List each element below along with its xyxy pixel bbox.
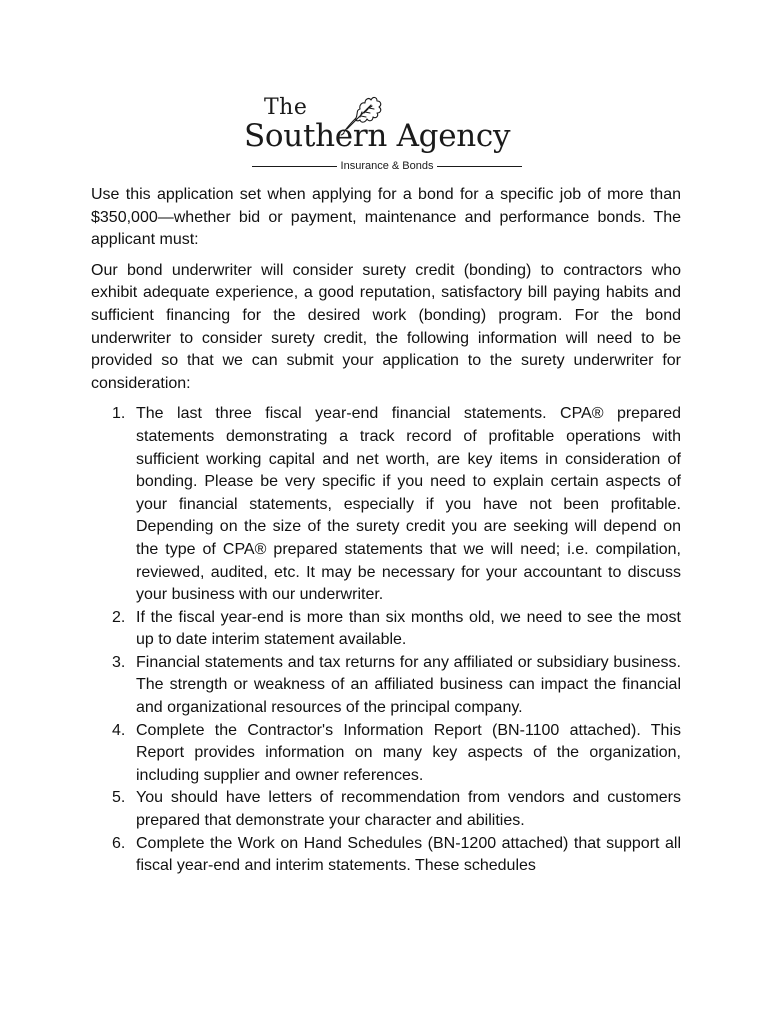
logo-agency-name: Southern Agency: [244, 118, 511, 154]
list-item: [91, 833, 681, 878]
agency-logo: [244, 92, 530, 176]
list-item: [91, 403, 681, 606]
document-body: [91, 184, 681, 878]
list-item: [91, 787, 681, 832]
logo-rule-left: [252, 166, 337, 167]
logo-tagline: Insurance & Bonds: [340, 160, 434, 172]
list-item: [91, 607, 681, 652]
list-item: [91, 652, 681, 720]
list-item-text: Complete the Work on Hand Schedules (BN-1200 attached) that support all fiscal year-end and interim statements. These schedules: [136, 834, 681, 875]
list-item-text: You should have letters of recommendation from vendors and customers prepared that demonstrate your character and abilities.: [136, 789, 681, 830]
list-item-number: 2.: [112, 608, 126, 626]
list-item-number: 1.: [112, 405, 126, 423]
intro-paragraph: Use this application set when applying for a bond for a specific job of more than $350,000—whether bid or payment, maintenance and performance bonds. The applicant must:: [91, 186, 681, 249]
list-item-text: If the fiscal year-end is more than six months old, we need to see the most up to date interim statement available.: [136, 608, 681, 649]
underwriter-paragraph: Our bond underwriter will consider surety credit (bonding) to contractors who exhibit adequate experience, a good reputation, satisfactory bill paying habits and sufficient financing for the desired work (bonding) program. For the bond underwriter to consider surety credit, the following information will need to be provided so that we can submit your application to the surety underwriter for consideration:: [91, 261, 681, 392]
list-item-number: 3.: [112, 653, 126, 671]
list-item: [91, 720, 681, 788]
logo-the: The: [264, 95, 308, 120]
logo-rule-right: [437, 166, 522, 167]
list-item-number: 4.: [112, 721, 126, 739]
list-item-number: 5.: [112, 789, 126, 807]
requirements-list: [91, 403, 681, 877]
logo-tagline-row: [252, 158, 522, 174]
list-item-text: Complete the Contractor's Information Report (BN-1100 attached). This Report provides information on many key aspects of the organization, including supplier and owner references.: [136, 721, 681, 784]
list-item-text: The last three fiscal year-end financial statements. CPA® prepared statements demonstrating a track record of profitable operations with sufficient working capital and net worth, are key items in consideration of bonding. Please be very specific if you need to explain certain aspects of your financial statements, especially if you have not been profitable. Depending on the size of the surety credit you are seeking will depend on the type of CPA® prepared statements that we will need; i.e. compilation, reviewed, audited, etc. It may be necessary for your accountant to discuss your business with our underwriter.: [136, 405, 681, 604]
list-item-text: Financial statements and tax returns for any affiliated or subsidiary business. The strength or weakness of an affiliated business can impact the financial and organizational resources of the principal company.: [136, 653, 681, 717]
list-item-number: 6.: [112, 834, 126, 852]
